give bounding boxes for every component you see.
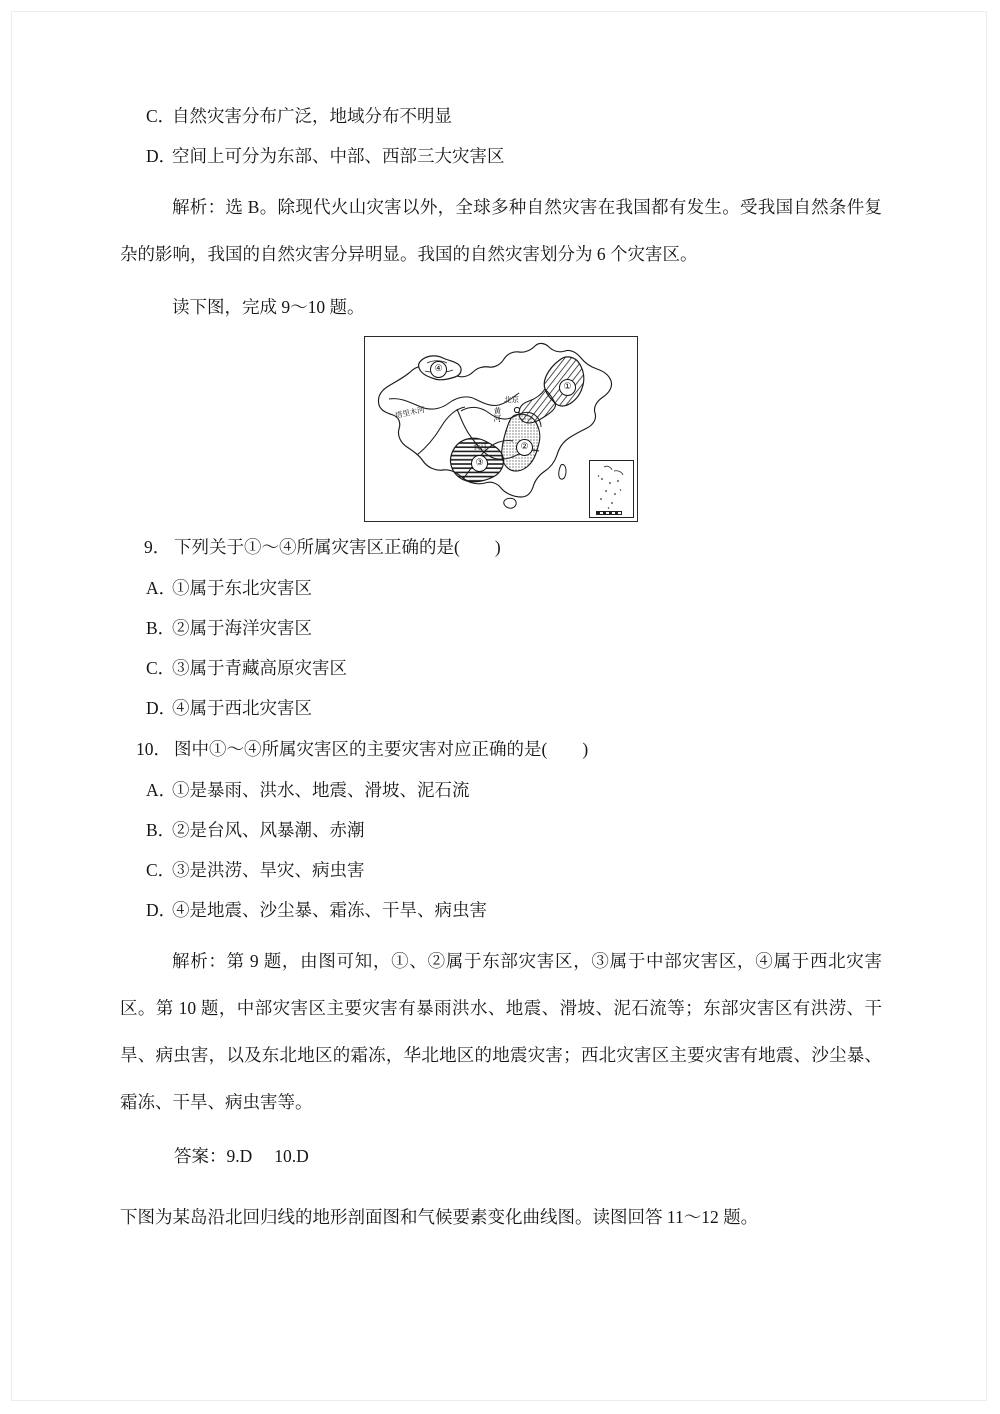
read-figure-prompt: 读下图，完成 9～10 题。 [172, 297, 365, 317]
question-9-number: 9． [144, 537, 171, 557]
option-text: ④是地震、沙尘暴、霜冻、干旱、病虫害 [172, 900, 487, 920]
map-region-3-marker: ③ [471, 455, 488, 472]
option-marker: D． [146, 698, 177, 718]
map-region-2-marker: ② [516, 439, 533, 456]
option-d-prev [120, 136, 882, 176]
option-text: ③属于青藏高原灾害区 [172, 658, 347, 678]
map-label-beijing: 北京 [504, 395, 519, 404]
question-10-option-d[interactable] [120, 890, 882, 930]
question-10-option-a[interactable] [120, 770, 882, 810]
option-marker: D． [146, 900, 177, 920]
option-text: ①属于东北灾害区 [172, 578, 312, 598]
south-china-sea-inset [589, 460, 634, 518]
figure-container [120, 336, 882, 522]
option-text: ②是台风、风暴潮、赤潮 [172, 820, 365, 840]
question-10-option-c[interactable] [120, 850, 882, 890]
question-10 [120, 728, 882, 770]
option-c-prev [120, 96, 882, 136]
question-9-option-a[interactable] [120, 568, 882, 608]
option-text: ②属于海洋灾害区 [172, 618, 312, 638]
next-section-prompt: 下图为某岛沿北回归线的地形剖面图和气候要素变化曲线图。读图回答 11～12 题。 [120, 1207, 759, 1227]
question-10-stem: 图中①～④所属灾害区的主要灾害对应正确的是( ) [174, 739, 589, 759]
option-marker: B． [146, 618, 176, 638]
option-marker: C． [146, 658, 176, 678]
question-10-option-b[interactable] [120, 810, 882, 850]
document-content [120, 96, 882, 1239]
option-marker: C． [146, 860, 176, 880]
taiwan-island [559, 464, 566, 479]
china-hazard-map-figure [364, 336, 638, 522]
answer-label: 答案： [174, 1146, 227, 1166]
map-label-tarim-river: 塔里木河 [394, 404, 426, 421]
option-text: ④属于西北灾害区 [172, 698, 312, 718]
hainan-island [504, 498, 516, 508]
answer-9: 9.D [226, 1146, 253, 1166]
question-9-stem: 下列关于①～④所属灾害区正确的是( ) [174, 537, 501, 557]
option-text: ③是洪涝、旱灾、病虫害 [172, 860, 365, 880]
option-marker: A． [146, 578, 177, 598]
option-text: 自然灾害分布广泛，地域分布不明显 [172, 106, 452, 126]
analysis-paragraph-9-10: 解析：第 9 题，由图可知，①、②属于东部灾害区，③属于中部灾害区，④属于西北灾害区。第 10 题，中部灾害区主要灾害有暴雨洪水、地震、滑坡、泥石流等；东部灾害区有洪涝、干旱、病虫害，以及东北地区的霜冻，华北地区的地震灾害；西北灾害区主要灾害有地震、沙尘暴、霜冻、干旱、病虫害等。 [120, 951, 882, 1112]
question-10-number: 10． [136, 739, 171, 759]
map-region-4-marker: ④ [430, 361, 447, 378]
answer-10: 10.D [274, 1146, 309, 1166]
inset-scale-bar [596, 511, 622, 515]
beijing-city-dot [514, 407, 519, 412]
question-9-option-b[interactable] [120, 608, 882, 648]
map-label-yellow-river: 黄河 [492, 407, 502, 422]
option-marker: A． [146, 780, 177, 800]
option-text: ①是暴雨、洪水、地震、滑坡、泥石流 [172, 780, 470, 800]
question-9-option-d[interactable] [120, 688, 882, 728]
question-9-option-c[interactable] [120, 648, 882, 688]
inset-islands-svg [590, 461, 633, 517]
map-label-yangtze-river: 长江 [473, 442, 488, 451]
question-9 [120, 526, 882, 568]
analysis-paragraph-prev: 解析：选 B。除现代火山灾害以外，全球多种自然灾害在我国都有发生。受我国自然条件复杂的影响，我国的自然灾害分异明显。我国的自然灾害划分为 6 个灾害区。 [120, 197, 882, 264]
option-marker: D． [146, 146, 177, 166]
map-region-1-marker: ① [559, 379, 576, 396]
option-marker: B． [146, 820, 176, 840]
option-marker: C． [146, 106, 176, 126]
option-text: 空间上可分为东部、中部、西部三大灾害区 [172, 146, 505, 166]
answer-line [120, 1134, 882, 1178]
